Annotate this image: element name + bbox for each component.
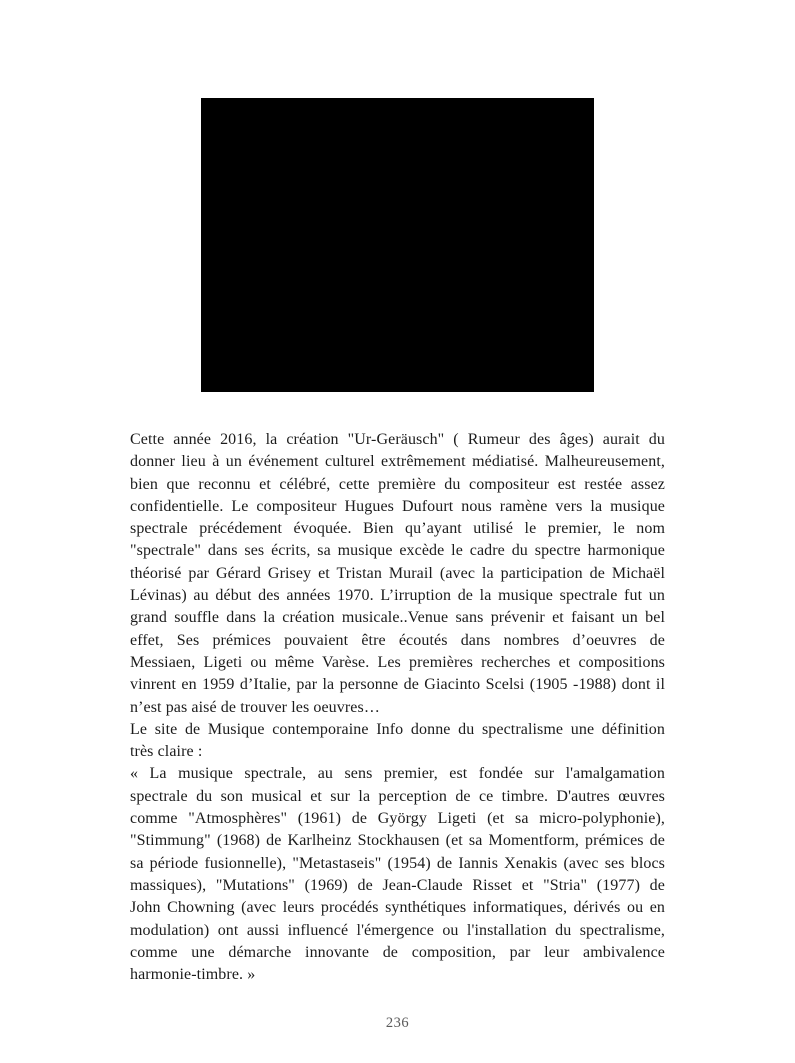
- figure-image-placeholder: [201, 98, 594, 392]
- text-line: Lévinas) au début des années 1970. L’irruption de la musique spectrale fut un: [130, 587, 665, 605]
- text-line: Le site de Musique contemporaine Info donne du spectralisme une définition: [130, 720, 665, 738]
- text-line: spectrale du son musical et sur la perception de ce timbre. D'autres œuvres: [130, 787, 665, 805]
- text-line: harmonie-timbre. »: [130, 966, 256, 984]
- body-text: [130, 429, 665, 986]
- text-line: Cette année 2016, la création "Ur-Geräusch" ( Rumeur des âges) aurait du: [130, 431, 665, 448]
- text-line: spectrale précédement évoquée. Bien qu’ayant utilisé le premier, le nom: [130, 520, 665, 538]
- text-line: théorisé par Gérard Grisey et Tristan Murail (avec la participation de Michaël: [130, 564, 665, 582]
- text-line: "Stimmung" (1968) de Karlheinz Stockhausen (et sa Momentform, prémices de: [130, 832, 665, 850]
- paragraph-2: [130, 719, 665, 764]
- text-line: vinrent en 1959 d’Italie, par la personne de Giacinto Scelsi (1905 -1988) dont il: [130, 676, 665, 694]
- text-line: comme une démarche innovante de composition, par leur ambivalence: [130, 943, 665, 961]
- text-line: n’est pas aisé de trouver les oeuvres…: [130, 698, 380, 716]
- page-number: 236: [385, 1015, 410, 1031]
- text-line: Messiaen, Ligeti ou même Varèse. Les premières recherches et compositions: [130, 653, 665, 671]
- text-line: « La musique spectrale, au sens premier, est fondée sur l'amalgamation: [130, 765, 665, 783]
- text-line: donner lieu à un événement culturel extrêmement médiatisé. Malheureusement,: [130, 453, 665, 471]
- text-line: "spectrale" dans ses écrits, sa musique excède le cadre du spectre harmonique: [130, 542, 665, 560]
- text-line: John Chowning (avec leurs procédés synthétiques informatiques, dérivés ou en: [130, 899, 665, 917]
- text-line: comme "Atmosphères" (1961) de György Ligeti (et sa micro-polyphonie),: [130, 810, 665, 828]
- paragraph-3: [130, 763, 665, 986]
- text-line: massiques), "Mutations" (1969) de Jean-Claude Risset et "Stria" (1977) de: [130, 876, 665, 894]
- text-line: très claire :: [130, 743, 203, 761]
- text-line: grand souffle dans la création musicale..Venue sans prévenir et faisant un bel: [130, 609, 665, 627]
- paragraph-1: [130, 429, 665, 719]
- text-line: sa période fusionnelle), "Metastaseis" (1954) de Iannis Xenakis (avec ses blocs: [130, 854, 665, 872]
- text-line: bien que reconnu et célébré, cette première du compositeur est restée assez: [130, 475, 665, 493]
- text-line: confidentielle. Le compositeur Hugues Dufourt nous ramène vers la musique: [130, 497, 665, 515]
- text-line: effet, Ses prémices pouvaient être écoutés dans nombres d’oeuvres de: [130, 631, 665, 649]
- text-line: modulation) ont aussi influencé l'émergence ou l'installation du spectralisme,: [130, 921, 665, 939]
